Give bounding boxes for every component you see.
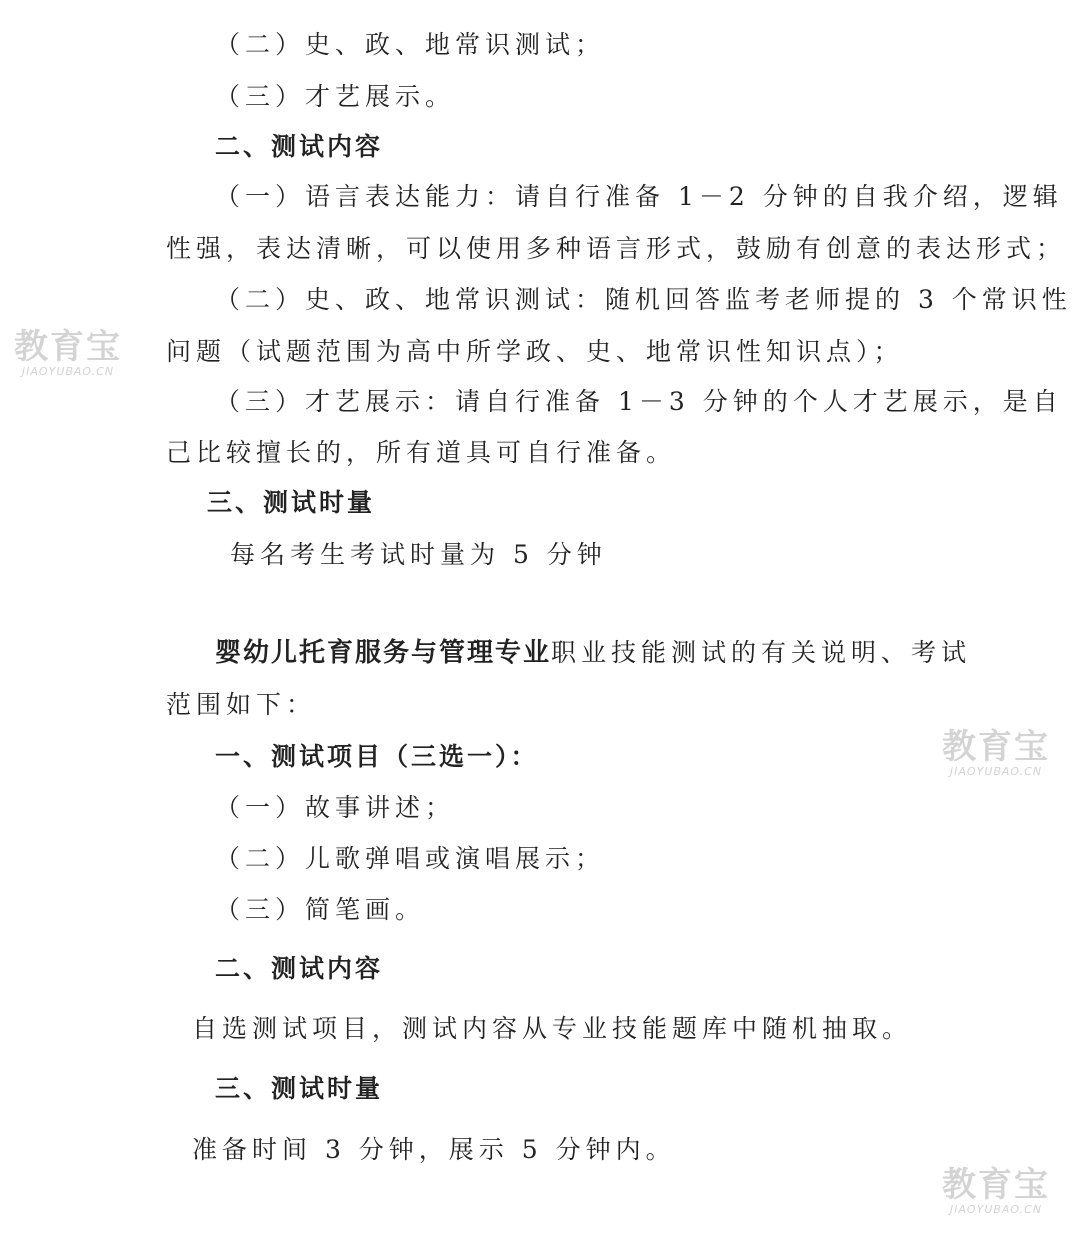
watermark-logo: 教育宝 JIAOYUBAO.CN [942,1165,1050,1216]
content-language-line2: 性强，表达清晰，可以使用多种语言形式，鼓励有创意的表达形式； [166,234,1067,263]
section-heading-test-content: 二、测试内容 [215,132,384,161]
item-history-politics-geography: （二）史、政、地常识测试； [215,30,606,59]
section-heading-test-items: 一、测试项目（三选一）： [215,742,539,771]
test-duration-text-b: 准备时间 3 分钟，展示 5 分钟内。 [192,1135,676,1164]
watermark-logo: 教育宝 JIAOYUBAO.CN [942,727,1050,778]
test-duration-text: 每名考生考试时量为 5 分钟 [230,540,607,569]
item-talent-show: （三）才艺展示。 [215,82,456,111]
intro-paragraph-rest: 职业技能测试的有关说明、考试 [551,638,972,667]
section-heading-test-content-b: 二、测试内容 [215,954,384,983]
watermark-logo: 教育宝 JIAOYUBAO.CN [14,327,122,378]
test-content-text: 自选测试项目，测试内容从专业技能题库中随机抽取。 [192,1014,913,1043]
item-song-performance: （二）儿歌弹唱或演唱展示； [215,844,606,873]
content-common-sense-line2: 问题（试题范围为高中所学政、史、地常识性知识点）； [166,337,904,366]
item-story-telling: （一）故事讲述； [215,793,456,822]
intro-paragraph-line1 [215,637,971,669]
item-simple-drawing: （三）简笔画。 [215,895,426,924]
content-language-line1: （一）语言表达能力：请自行准备 1－2 分钟的自我介绍，逻辑 [215,182,1063,211]
intro-paragraph-line2: 范围如下： [166,690,317,719]
major-name: 婴幼儿托育服务与管理专业 [215,638,552,668]
section-heading-test-duration-b: 三、测试时量 [215,1074,384,1103]
content-talent-line2: 己比较擅长的，所有道具可自行准备。 [166,438,677,467]
section-heading-test-duration: 三、测试时量 [207,488,376,517]
content-common-sense-line1: （二）史、政、地常识测试：随机回答监考老师提的 3 个常识性 [215,285,1072,314]
content-talent-line1: （三）才艺展示：请自行准备 1－3 分钟的个人才艺展示，是自 [215,387,1063,416]
